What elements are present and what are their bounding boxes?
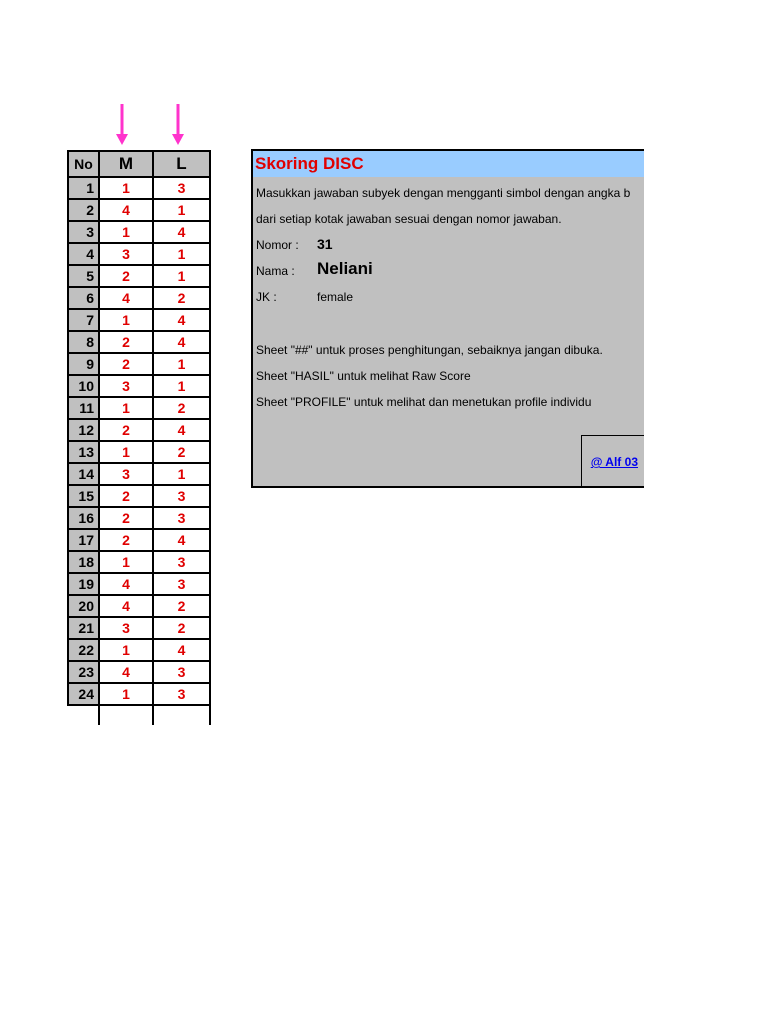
answer-m-cell[interactable]: 2 bbox=[99, 529, 153, 551]
row-number-cell: 23 bbox=[68, 661, 99, 683]
instruction-line-2: dari setiap kotak jawaban sesuai dengan nomor jawaban. bbox=[256, 212, 562, 226]
answer-m-cell[interactable]: 2 bbox=[99, 331, 153, 353]
answer-l-cell[interactable]: 1 bbox=[153, 199, 210, 221]
answer-m-cell[interactable]: 3 bbox=[99, 375, 153, 397]
table-row bbox=[68, 463, 210, 485]
row-number-cell: 19 bbox=[68, 573, 99, 595]
credit-link[interactable]: @ Alf 03 bbox=[590, 455, 638, 469]
answer-m-cell[interactable]: 2 bbox=[99, 265, 153, 287]
answer-m-cell[interactable]: 1 bbox=[99, 639, 153, 661]
table-header-row bbox=[68, 151, 210, 177]
answer-m-cell[interactable]: 1 bbox=[99, 177, 153, 199]
row-number-cell: 1 bbox=[68, 177, 99, 199]
answer-m-cell[interactable]: 2 bbox=[99, 485, 153, 507]
table-row bbox=[68, 683, 210, 705]
row-number-cell: 10 bbox=[68, 375, 99, 397]
table-row bbox=[68, 661, 210, 683]
row-number-cell: 18 bbox=[68, 551, 99, 573]
answer-m-cell[interactable]: 1 bbox=[99, 551, 153, 573]
table-row bbox=[68, 309, 210, 331]
jk-value[interactable]: female bbox=[317, 290, 354, 304]
answer-l-cell[interactable]: 4 bbox=[153, 419, 210, 441]
answer-m-cell[interactable]: 4 bbox=[99, 287, 153, 309]
answer-m-cell[interactable]: 4 bbox=[99, 661, 153, 683]
row-number-cell: 17 bbox=[68, 529, 99, 551]
table-row bbox=[68, 199, 210, 221]
table-row bbox=[68, 331, 210, 353]
row-number-cell: 21 bbox=[68, 617, 99, 639]
row-number-cell: 15 bbox=[68, 485, 99, 507]
nomor-label: Nomor : bbox=[256, 238, 299, 252]
table-row bbox=[68, 529, 210, 551]
answer-m-cell[interactable]: 4 bbox=[99, 199, 153, 221]
answer-m-cell[interactable]: 2 bbox=[99, 353, 153, 375]
header-no: No bbox=[68, 151, 99, 177]
answer-l-cell[interactable]: 2 bbox=[153, 441, 210, 463]
arrow-l-icon bbox=[171, 104, 185, 146]
table-row bbox=[68, 485, 210, 507]
answer-m-cell[interactable]: 3 bbox=[99, 463, 153, 485]
answer-m-cell[interactable]: 3 bbox=[99, 243, 153, 265]
row-number-cell: 16 bbox=[68, 507, 99, 529]
row-number-cell: 9 bbox=[68, 353, 99, 375]
note-sheet-hash: Sheet "##" untuk proses penghitungan, sebaiknya jangan dibuka. bbox=[256, 343, 603, 357]
answer-l-cell[interactable]: 2 bbox=[153, 287, 210, 309]
row-number-cell: 5 bbox=[68, 265, 99, 287]
row-number-cell: 7 bbox=[68, 309, 99, 331]
answer-l-cell[interactable]: 3 bbox=[153, 683, 210, 705]
answer-m-cell[interactable]: 1 bbox=[99, 309, 153, 331]
credit-box bbox=[581, 435, 644, 488]
answer-l-cell[interactable]: 3 bbox=[153, 177, 210, 199]
row-number-cell: 8 bbox=[68, 331, 99, 353]
jk-label: JK : bbox=[256, 290, 277, 304]
answer-l-cell[interactable]: 2 bbox=[153, 617, 210, 639]
table-row bbox=[68, 287, 210, 309]
table-row bbox=[68, 441, 210, 463]
table-row bbox=[68, 177, 210, 199]
answer-l-cell[interactable]: 1 bbox=[153, 353, 210, 375]
answer-m-cell[interactable]: 4 bbox=[99, 595, 153, 617]
empty-l-cell[interactable] bbox=[153, 705, 210, 725]
table-row-empty[interactable] bbox=[68, 705, 210, 725]
row-number-cell: 12 bbox=[68, 419, 99, 441]
answer-l-cell[interactable]: 1 bbox=[153, 375, 210, 397]
row-number-cell: 24 bbox=[68, 683, 99, 705]
answer-m-cell[interactable]: 1 bbox=[99, 221, 153, 243]
answer-l-cell[interactable]: 3 bbox=[153, 661, 210, 683]
empty-m-cell[interactable] bbox=[99, 705, 153, 725]
header-m: M bbox=[99, 151, 153, 177]
table-row bbox=[68, 507, 210, 529]
table-row bbox=[68, 265, 210, 287]
panel-title: Skoring DISC bbox=[255, 154, 364, 173]
table-row bbox=[68, 551, 210, 573]
answer-l-cell[interactable]: 4 bbox=[153, 639, 210, 661]
row-number-cell: 3 bbox=[68, 221, 99, 243]
answer-m-cell[interactable]: 2 bbox=[99, 507, 153, 529]
answer-l-cell[interactable]: 3 bbox=[153, 485, 210, 507]
answer-l-cell[interactable]: 1 bbox=[153, 265, 210, 287]
table-row bbox=[68, 419, 210, 441]
table-row bbox=[68, 243, 210, 265]
instruction-line-1: Masukkan jawaban subyek dengan mengganti simbol dengan angka b bbox=[256, 186, 631, 200]
answer-l-cell[interactable]: 1 bbox=[153, 463, 210, 485]
row-number-cell: 13 bbox=[68, 441, 99, 463]
answer-m-cell[interactable]: 1 bbox=[99, 441, 153, 463]
row-number-cell: 20 bbox=[68, 595, 99, 617]
table-row bbox=[68, 573, 210, 595]
note-sheet-profile: Sheet "PROFILE" untuk melihat dan menetukan profile individu bbox=[256, 395, 592, 409]
answer-m-cell[interactable]: 4 bbox=[99, 573, 153, 595]
nomor-value[interactable]: 31 bbox=[317, 236, 333, 252]
answer-l-cell[interactable]: 4 bbox=[153, 309, 210, 331]
nama-label: Nama : bbox=[256, 264, 295, 278]
answer-m-cell[interactable]: 2 bbox=[99, 419, 153, 441]
table-row bbox=[68, 397, 210, 419]
row-number-cell: 6 bbox=[68, 287, 99, 309]
table-row bbox=[68, 353, 210, 375]
table-row bbox=[68, 617, 210, 639]
row-number-cell: 14 bbox=[68, 463, 99, 485]
arrow-m-icon bbox=[115, 104, 129, 146]
table-row bbox=[68, 375, 210, 397]
info-panel bbox=[251, 149, 644, 488]
row-number-cell: 11 bbox=[68, 397, 99, 419]
empty-no-cell bbox=[68, 705, 99, 725]
answer-l-cell[interactable]: 3 bbox=[153, 507, 210, 529]
row-number-cell: 2 bbox=[68, 199, 99, 221]
answer-l-cell[interactable]: 4 bbox=[153, 529, 210, 551]
answer-l-cell[interactable]: 2 bbox=[153, 397, 210, 419]
row-number-cell: 22 bbox=[68, 639, 99, 661]
answer-m-cell[interactable]: 3 bbox=[99, 617, 153, 639]
panel-title-bar bbox=[253, 151, 644, 177]
answer-m-cell[interactable]: 1 bbox=[99, 397, 153, 419]
header-l: L bbox=[153, 151, 210, 177]
row-number-cell: 4 bbox=[68, 243, 99, 265]
table-row bbox=[68, 595, 210, 617]
answer-l-cell[interactable]: 3 bbox=[153, 573, 210, 595]
table-row bbox=[68, 639, 210, 661]
answer-l-cell[interactable]: 2 bbox=[153, 595, 210, 617]
answer-l-cell[interactable]: 3 bbox=[153, 551, 210, 573]
answer-l-cell[interactable]: 1 bbox=[153, 243, 210, 265]
score-table bbox=[67, 150, 211, 725]
answer-l-cell[interactable]: 4 bbox=[153, 331, 210, 353]
nama-value[interactable]: Neliani bbox=[317, 259, 373, 278]
table-row bbox=[68, 221, 210, 243]
answer-m-cell[interactable]: 1 bbox=[99, 683, 153, 705]
answer-l-cell[interactable]: 4 bbox=[153, 221, 210, 243]
note-sheet-hasil: Sheet "HASIL" untuk melihat Raw Score bbox=[256, 369, 471, 383]
